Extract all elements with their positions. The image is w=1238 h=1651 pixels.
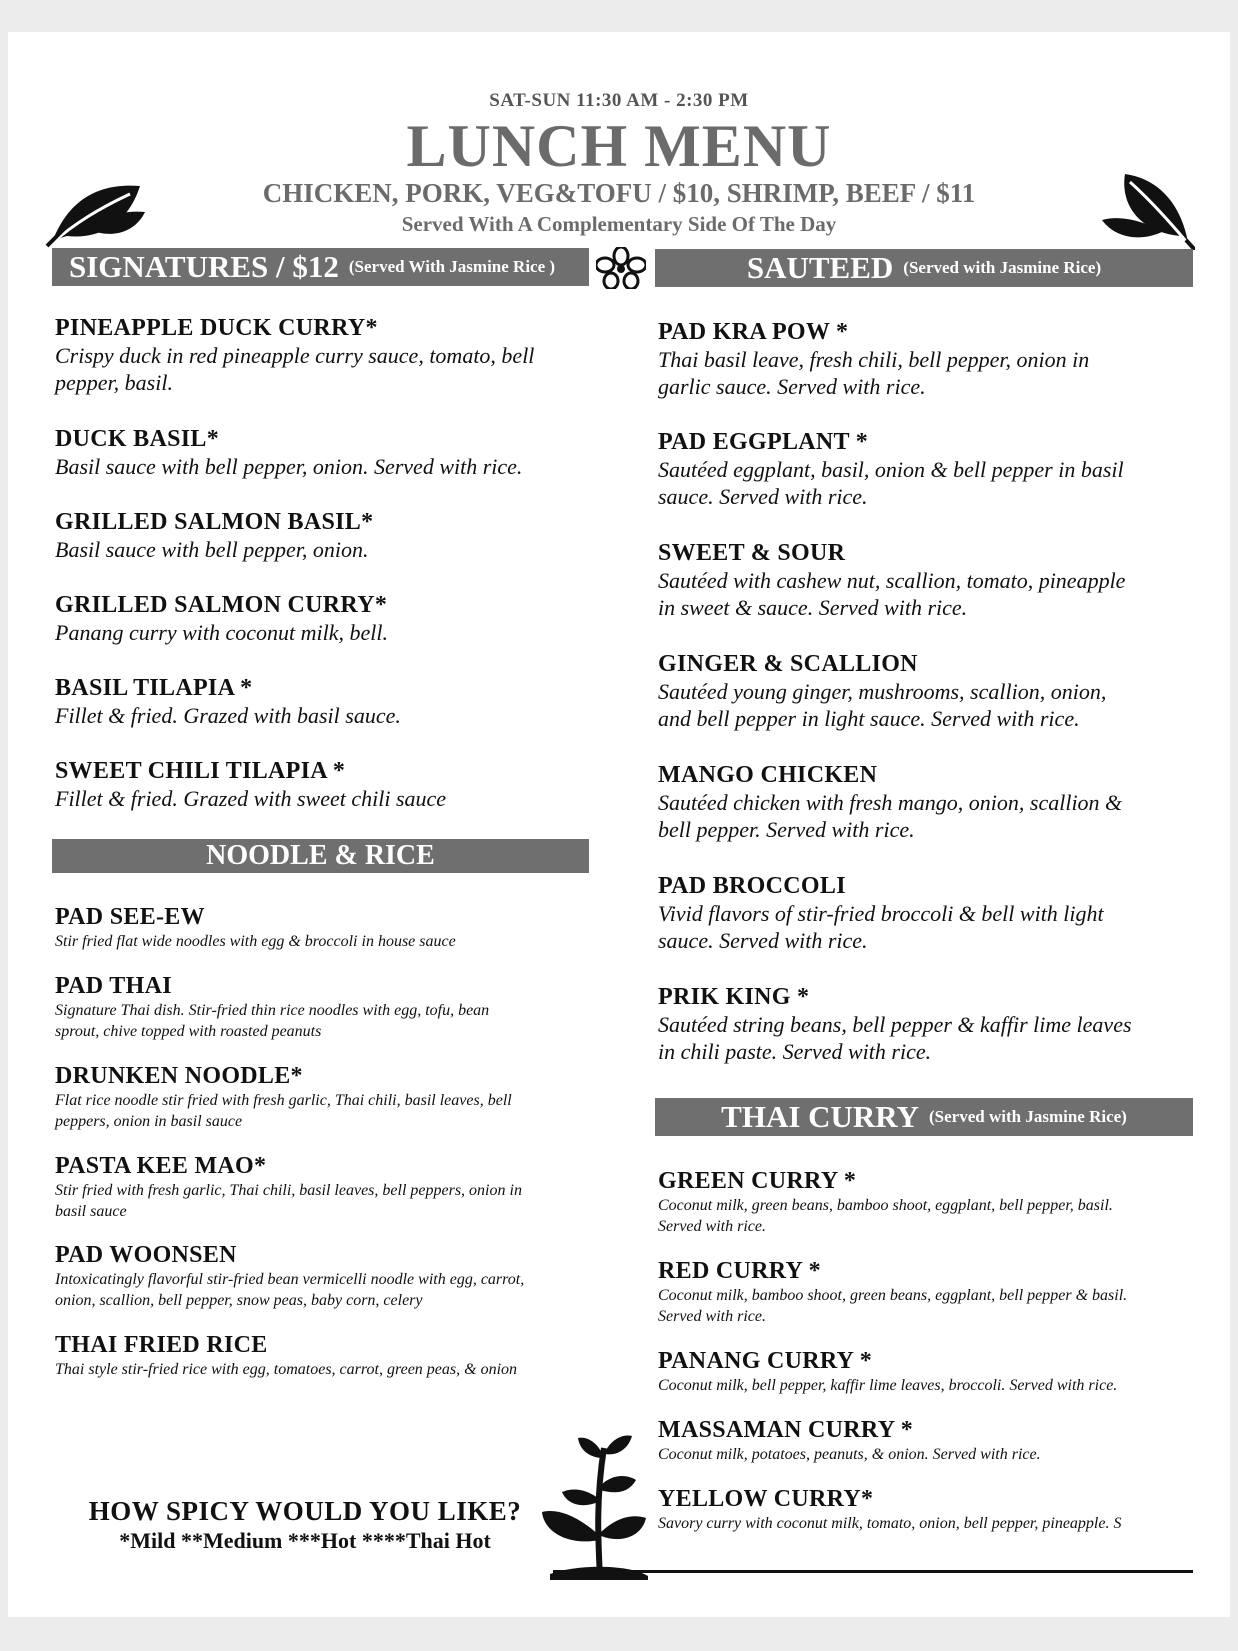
menu-item [55,1331,615,1380]
item-name: GREEN CURRY * [658,1168,857,1194]
price-line: CHICKEN, PORK, VEG&TOFU / $10, SHRIMP, BEEF / $11 [262,178,976,208]
item-name: PINEAPPLE DUCK CURRY* [55,315,378,341]
item-name: YELLOW CURRY* [658,1486,874,1512]
item-name: RED CURRY * [658,1258,821,1284]
item-description: Basil sauce with bell pepper, onion. [55,537,369,562]
item-description: Sautéed chicken with fresh mango, onion, scallion & bell pepper. Served with rice. [658,790,1123,842]
menu-item [658,761,1198,843]
item-description: Savory curry with coconut milk, tomato, onion, bell pepper, pineapple. S [658,1515,1122,1532]
item-name: PANANG CURRY * [658,1348,873,1374]
spicy-levels: *Mild **Medium ***Hot ****Thai Hot [119,1528,491,1553]
spicy-question: HOW SPICY WOULD YOU LIKE? [88,1496,522,1526]
item-description: Basil sauce with bell pepper, onion. Served with rice. [55,454,523,479]
item-name: BASIL TILAPIA * [55,675,253,701]
menu-item [658,318,1198,400]
menu-item [658,872,1198,954]
curry-note: (Served with Jasmine Rice) [929,1107,1127,1126]
item-description: Thai style stir-fried rice with egg, tomatoes, carrot, green peas, & onion [55,1361,518,1378]
item-name: GRILLED SALMON CURRY* [55,592,388,618]
item-description: Sautéed young ginger, mushrooms, scallion, onion, and bell pepper in light sauce. Served with rice. [658,679,1107,731]
signatures-note: (Served With Jasmine Rice ) [348,257,556,276]
item-name: PAD WOONSEN [55,1242,237,1268]
curry-section-header [655,1098,1193,1136]
menu-item [55,314,595,396]
item-name: SWEET & SOUR [658,540,846,566]
menu-item [658,1167,1208,1237]
menu-item [55,972,595,1042]
item-name: SWEET CHILI TILAPIA * [55,758,346,784]
item-description: Sautéed with cashew nut, scallion, tomato, pineapple in sweet & sauce. Served with rice. [658,568,1126,620]
menu-item [658,650,1198,732]
item-name: PASTA KEE MAO* [55,1153,267,1179]
item-description: Panang curry with coconut milk, bell. [55,620,388,645]
item-name: PAD BROCCOLI [658,873,846,899]
item-name: MASSAMAN CURRY * [658,1417,914,1443]
menu-item [658,1257,1208,1327]
menu-item [658,983,1198,1065]
item-description: Coconut milk, potatoes, peanuts, & onion. Served with rice. [658,1446,1041,1463]
item-description: Stir fried flat wide noodles with egg & broccoli in house sauce [55,933,456,950]
menu-item [658,1416,1208,1465]
item-description: Coconut milk, bell pepper, kaffir lime leaves, broccoli. Served with rice. [658,1377,1118,1394]
menu-item [658,428,1198,510]
item-name: MANGO CHICKEN [658,762,878,788]
menu-item [658,1485,1208,1534]
signatures-title: SIGNATURES / $12 [69,249,339,284]
item-description: Thai basil leave, fresh chili, bell pepper, onion in garlic sauce. Served with rice. [658,347,1090,399]
menu-item [658,1347,1208,1396]
sauteed-note: (Served with Jasmine Rice) [903,258,1102,277]
item-description: Coconut milk, green beans, bamboo shoot, eggplant, bell pepper, basil. Served with rice. [658,1197,1113,1235]
item-name: DRUNKEN NOODLE* [55,1063,303,1089]
item-name: GINGER & SCALLION [658,651,918,677]
signatures-section-header [52,248,589,286]
item-description: Sautéed string beans, bell pepper & kaffir lime leaves in chili paste. Served with rice. [658,1012,1132,1064]
noodle-section-header [52,839,589,873]
item-name: PAD SEE-EW [55,904,205,930]
menu-item [55,1062,595,1132]
item-name: PAD THAI [55,973,172,999]
hours-text: SAT-SUN 11:30 AM - 2:30 PM [489,90,749,111]
item-name: DUCK BASIL* [55,426,219,452]
menu-item [55,1241,595,1311]
item-name: PAD KRA POW * [658,319,849,345]
leaf-icon [45,178,145,248]
bottom-divider [553,1570,1193,1573]
item-description: Stir fried with fresh garlic, Thai chili, basil leaves, bell peppers, onion in basil sauce [55,1182,522,1220]
item-description: Signature Thai dish. Stir-fried thin rice noodles with egg, tofu, bean sprout, chive topped with roasted peanuts [55,1002,490,1040]
sauteed-section-header [655,249,1193,287]
menu-item [55,508,595,563]
menu-item [658,539,1198,621]
item-description: Fillet & fried. Grazed with basil sauce. [55,703,401,728]
plant-sprout-icon [538,1428,648,1580]
item-description: Sautéed eggplant, basil, onion & bell pepper in basil sauce. Served with rice. [658,457,1124,509]
leaf-icon [1100,170,1195,250]
item-name: GRILLED SALMON BASIL* [55,509,374,535]
page-title: LUNCH MENU [406,113,832,179]
item-name: PRIK KING * [658,984,810,1010]
menu-item [55,903,595,952]
menu-item [55,1152,595,1222]
noodle-title: NOODLE & RICE [206,840,435,871]
item-description: Fillet & fried. Grazed with sweet chili sauce [55,786,447,811]
item-description: Crispy duck in red pineapple curry sauce, tomato, bell pepper, basil. [55,343,535,395]
item-description: Vivid flavors of stir-fried broccoli & bell with light sauce. Served with rice. [658,901,1104,953]
item-description: Coconut milk, bamboo shoot, green beans, eggplant, bell pepper & basil. Served with rice. [658,1287,1128,1325]
menu-item [55,425,595,480]
item-description: Intoxicatingly flavorful stir-fried bean vermicelli noodle with egg, carrot, onion, scallion, bell pepper, snow peas, baby corn, celery [55,1271,525,1309]
flower-icon [596,247,646,289]
item-description: Flat rice noodle stir fried with fresh garlic, Thai chili, basil leaves, bell peppers, onion in basil sauce [55,1092,512,1130]
menu-item [55,757,595,812]
item-name: PAD EGGPLANT * [658,429,868,455]
menu-item [55,591,595,646]
sauteed-title: SAUTEED [746,250,894,285]
curry-title: THAI CURRY [721,1099,919,1134]
menu-item [55,674,595,729]
item-name: THAI FRIED RICE [55,1332,268,1358]
side-note: Served With A Complementary Side Of The Day [401,212,837,236]
